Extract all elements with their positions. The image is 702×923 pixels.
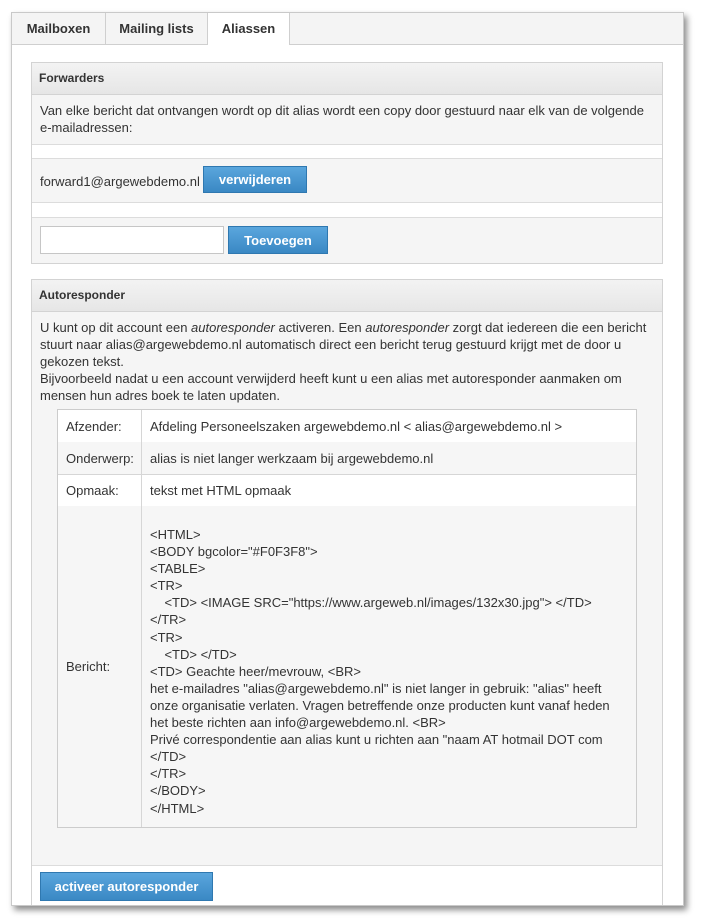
bericht-label: Bericht: [58,506,142,827]
intro-text: activeren. Een [274,320,366,335]
afzender-label: Afzender: [58,410,142,442]
divider [32,158,662,159]
intro-emphasis: autoresponder [365,320,450,335]
tab-mailing-lists[interactable]: Mailing lists [106,13,208,44]
forwarders-panel [31,62,663,264]
app-window [11,12,684,906]
new-forwarder-input[interactable] [40,226,224,254]
forwarder-address: forward1@argewebdemo.nl [40,174,200,189]
autoresponder-intro [40,319,652,404]
add-forwarder-button[interactable]: Toevoegen [228,226,328,254]
intro-emphasis: autoresponder [191,320,275,335]
opmaak-label: Opmaak: [58,474,142,506]
intro-text: U kunt op dit account een [40,320,192,335]
afzender-value[interactable]: Afdeling Personeelszaken argewebdemo.nl < alias@argewebdemo.nl > [150,418,563,434]
remove-forwarder-button[interactable]: verwijderen [203,166,307,193]
intro-text: Bijvoorbeeld nadat u een account verwijderd heeft kunt u een alias met autoresponder aanmaken om mensen hun adres boek te laten updaten. [40,371,622,403]
onderwerp-label: Onderwerp: [58,442,142,474]
autoresponder-title: Autoresponder [32,280,662,312]
forwarders-title: Forwarders [32,63,662,95]
spacer-row [32,145,662,158]
spacer-row [32,203,662,217]
tab-aliassen[interactable]: Aliassen [208,13,290,45]
field-row-afzender [58,410,636,443]
autoresponder-panel [31,279,663,906]
divider [32,217,662,218]
intro-text: zorgt dat iedereen die een bericht stuurt naar alias@argewebdemo.nl automatisch direct een bericht terug gestuurd krijgt met de door u gekozen tekst. [40,320,647,369]
field-row-opmaak [58,474,636,507]
forwarders-description: Van elke bericht dat ontvangen wordt op dit alias wordt een copy door gestuurd naar elk van de volgende e-mailadressen: [40,103,644,135]
field-row-bericht [58,506,636,827]
opmaak-value[interactable]: tekst met HTML opmaak [150,482,292,498]
activate-autoresponder-button[interactable]: activeer autoresponder [40,872,213,901]
tab-bar [12,13,683,45]
onderwerp-value[interactable]: alias is niet langer werkzaam bij argewebdemo.nl [150,450,434,466]
autoresponder-fields [57,409,637,828]
field-row-onderwerp [58,442,636,475]
bericht-value[interactable]: <HTML> <BODY bgcolor="#F0F3F8"> <TABLE> <TR> <TD> <IMAGE SRC="https://www.argeweb.nl/images/132x30.jpg"> </TD> </TR> <TR> <TD> </TD> <TD> Geachte heer/mevrouw, <BR> het e-mailadres "alias@argewebdemo.nl" is niet langer in gebruik: "alias" heeft onze organisatie verlaten. Vragen betreffende onze producten kunt vanaf heden het beste richten aan info@argewebdemo.nl. <BR> Privé correspondentie aan alias kunt u richten aan "naam AT hotmail DOT com </TD> </TR> </BODY> </HTML> [150,527,610,816]
tab-mailboxen[interactable]: Mailboxen [12,13,106,44]
